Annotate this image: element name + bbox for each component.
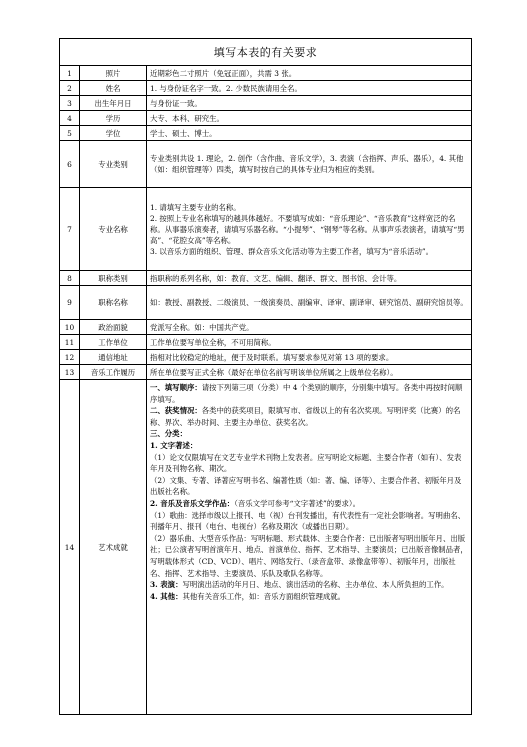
category-music-works: [150, 498, 468, 510]
row-item: 出生年月日: [80, 96, 147, 111]
requirement-line: 2. 按照上专业名称填写的越具体越好。不要填写成如：“音乐理论”、“音乐教育”这样宽泛的名称。从事器乐演奏者，请填写乐器名称。“小提琴”、“钢琴”等名称。从事声乐表演者，请填写“男高”、“花腔女高”等名称。: [150, 213, 465, 245]
section-heading: 一、填写顺序：: [150, 383, 202, 392]
row-number: 8: [60, 271, 80, 286]
row-number: 11: [60, 335, 80, 350]
table-row: [60, 365, 472, 380]
category-text: 写明演出活动的年月日、地点、演出活动的名称、主办单位、本人所负担的工作。: [182, 580, 449, 590]
requirement-line: 1. 请填写主要专业的名称。: [150, 202, 241, 212]
table-row: [60, 96, 472, 111]
table-row: [60, 350, 472, 365]
row-number: 6: [60, 141, 80, 188]
section-heading: 三、分类：: [150, 429, 187, 439]
row-number: 1: [60, 66, 80, 81]
table-row: [60, 141, 472, 188]
row-item: 姓名: [80, 81, 147, 96]
row-requirement: 工作单位要写单位全称，不可用简称。: [147, 335, 472, 350]
row-item: 学历: [80, 111, 147, 126]
section-text: 请按下列第三项（分类）中 4 个类别的顺序，分别集中填写。各类中再按时间顺序填写。: [150, 383, 463, 404]
row-item: 职称类别: [80, 271, 147, 286]
category-paragraph: （1）论文仅限填写在文艺专业学术刊物上发表者。应写明论文标题、主要合作者（如有）、发表年月及刊物名称、期次。: [150, 452, 462, 474]
row-requirement: 专业类别共设 1. 理论，2. 创作（含作曲、音乐文学），3. 表演（含指挥、声乐、器乐），4. 其他（如：组织管理等）四类，填写时按自己的具体专业归为相应的类别。: [147, 141, 472, 188]
category-paragraph: （2）器乐曲、大型音乐作品：写明标题、形式载体、主要合作者：已出版者写明出版年月、出版社；已公演者写明首演年月、地点、首演单位、指挥、艺术指导、主要演员；已出版音像制品者，写明载体形式（CD、VCD）、唱片、网络发行、（录音盒带、录像盒带等）、初版年月，出版社名、指挥、艺术指导、主要演员、乐队及歌队名称等。: [150, 533, 468, 578]
title-row: [60, 39, 472, 66]
row-requirement: 大专、本科、研究生。: [147, 111, 472, 126]
row-item: 专业名称: [80, 188, 147, 271]
row-item: 照片: [80, 66, 147, 81]
row-requirement: [147, 188, 472, 271]
table-row: [60, 111, 472, 126]
table-row: [60, 380, 472, 715]
row-item: 专业类别: [80, 141, 147, 188]
table-row: [60, 126, 472, 141]
table-row: [60, 286, 472, 320]
row-requirement: 近期彩色二寸照片（免冠正面），共需 3 张。: [147, 66, 472, 81]
category-heading: 2. 音乐及音乐文学作品：: [150, 498, 235, 508]
category-heading: 4. 其他：: [150, 591, 183, 601]
section-awards: [150, 405, 468, 428]
table-row: [60, 320, 472, 335]
row-item: 政治面貌: [80, 320, 147, 335]
category-heading: 3. 表演：: [150, 580, 183, 590]
row-requirement: 指职称的系列名称，如：教育、文艺、编辑、翻译、群文、图书馆、会计等。: [147, 271, 472, 286]
row-number: 10: [60, 320, 80, 335]
category-heading: 1. 文字著述：: [150, 440, 198, 450]
requirements-table: [59, 38, 472, 715]
category-paragraph: （2）文集、专著、译著应写明书名、编著性质（如：著、编、译等）、主要合作者、初版年月及出版社名称。: [150, 475, 462, 497]
row-number: 5: [60, 126, 80, 141]
row-requirement: 指相对比较稳定的地址，便于及时联系。填写要求参见对第 13 项的要求。: [147, 350, 472, 365]
category-performance: [150, 579, 468, 591]
category-paragraph: （1）歌曲：选择市级以上报刊、电（视）台刊发播出，有代表性有一定社会影响者。写明曲名、刊播年月、报刊（电台、电视台）名称及期次（或播出日期）。: [150, 510, 466, 532]
row-requirement: 党派写全称。如：中国共产党。: [147, 320, 472, 335]
row-item: 学位: [80, 126, 147, 141]
row-number: 9: [60, 286, 80, 320]
row-number: 4: [60, 111, 80, 126]
row-number: 12: [60, 350, 80, 365]
row-item: 通信地址: [80, 350, 147, 365]
table-row: [60, 66, 472, 81]
row-number: 2: [60, 81, 80, 96]
row-number: 3: [60, 96, 80, 111]
row-requirement: 学士、硕士、博士。: [147, 126, 472, 141]
row-item: 工作单位: [80, 335, 147, 350]
row-item: 职称名称: [80, 286, 147, 320]
row-number: 14: [60, 380, 80, 715]
requirements-sheet: [59, 38, 472, 715]
row-requirement: [147, 380, 472, 715]
row-item: 艺术成就: [80, 380, 147, 715]
row-item: 音乐工作履历: [80, 365, 147, 380]
row-number: 7: [60, 188, 80, 271]
row-requirement: 与身份证一致。: [147, 96, 472, 111]
row-number: 13: [60, 365, 80, 380]
section-fill-order: [150, 382, 468, 405]
category-other: [150, 591, 468, 603]
table-row: [60, 188, 472, 271]
row-requirement: 如：教授、副教授、二级演员、一级演奏员、副编审、译审、副译审、研究馆员、副研究馆员等。: [147, 286, 472, 320]
row-requirement: 所在单位要写正式全称（最好在单位名前写明该单位所属之上级单位名称）。: [147, 365, 472, 380]
row-requirement: 1. 与身份证名字一致。2. 少数民族请用全名。: [147, 81, 472, 96]
section-text: 各类中的获奖项目，限填写市、省级以上的有名次奖项。写明评奖（比赛）的名称、界次、举办时间、主要主办单位、获奖名次。: [150, 406, 461, 427]
category-note: （音乐文学可参考“文字著述”的要求）。: [234, 498, 361, 508]
table-row: [60, 81, 472, 96]
table-row: [60, 335, 472, 350]
page-title: 填写本表的有关要求: [60, 39, 472, 66]
category-text: 其他有关音乐工作，如：音乐方面组织管理成就。: [182, 591, 346, 601]
table-row: [60, 271, 472, 286]
requirement-line: 3. 以音乐方面的组织、管理、群众音乐文化活动等为主要工作者，填写为“音乐活动”。: [150, 246, 434, 256]
section-heading: 二、获奖情况：: [150, 406, 202, 416]
